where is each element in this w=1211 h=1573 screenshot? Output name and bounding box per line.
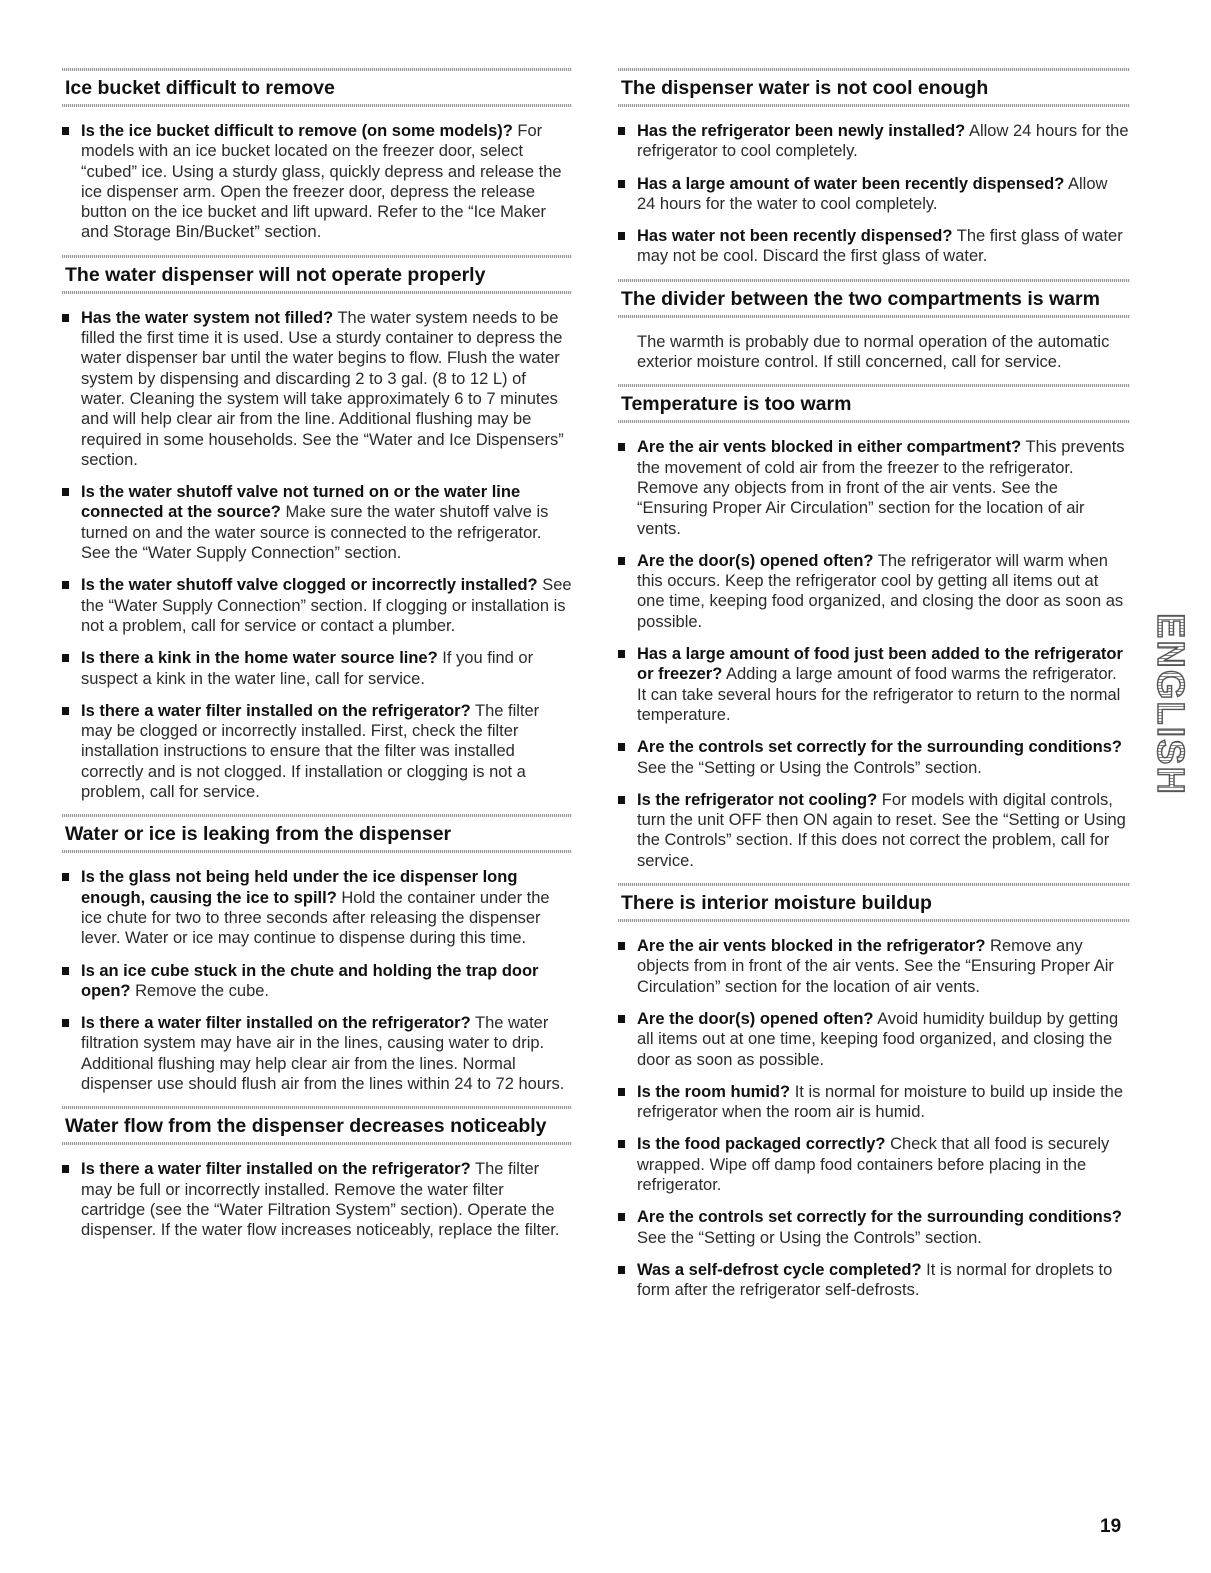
item-answer: Allow 24 hours for the refrigerator to cool completely. bbox=[637, 122, 1129, 161]
list-item bbox=[62, 575, 572, 636]
bullet-icon bbox=[62, 654, 69, 662]
section-header bbox=[62, 255, 572, 294]
list-item bbox=[618, 644, 1130, 725]
bullet-icon bbox=[618, 127, 625, 135]
item-answer: Avoid humidity buildup by getting all items out at one time, keeping food organized, and closing the door as soon as possible. bbox=[637, 1009, 1119, 1069]
item-question: Was a self-defrost cycle completed? bbox=[637, 1260, 922, 1279]
item-question: Is the room humid? bbox=[637, 1082, 791, 1101]
section-divider-warm bbox=[618, 279, 1130, 373]
section-moisture-buildup bbox=[618, 883, 1130, 1300]
page-number: 19 bbox=[1100, 1516, 1122, 1537]
bullet-icon bbox=[62, 967, 69, 975]
language-side-tab bbox=[1148, 568, 1191, 840]
item-answer: See the “Setting or Using the Controls” section. bbox=[637, 758, 982, 777]
item-question: Is there a water filter installed on the refrigerator? bbox=[81, 1160, 471, 1179]
section-leaking bbox=[62, 814, 572, 1094]
list-item bbox=[618, 790, 1130, 871]
section-title: The water dispenser will not operate properly bbox=[65, 263, 486, 286]
item-question: Are the controls set correctly for the surrounding conditions? bbox=[637, 1208, 1122, 1227]
right-column bbox=[618, 68, 1130, 1312]
item-answer: The water filtration system may have air in the lines, causing water to drip. Additional flushing may help clear air from the lines. Normal dispenser use should flush air from the lines within 24 to 72 hours. bbox=[81, 1014, 565, 1093]
item-question: Is there a kink in the home water source line? bbox=[81, 649, 438, 668]
item-answer: See the “Water Supply Connection” section. If clogging or installation is not a problem, call for service or contact a plumber. bbox=[81, 576, 572, 635]
item-answer: This prevents the movement of cold air from the freezer to the refrigerator. Remove any objects from in front of the air vents. See the “Ensuring Proper Air Circulation” section for the location of air vents. bbox=[637, 438, 1125, 538]
bullet-icon bbox=[618, 180, 625, 188]
item-question: Is there a water filter installed on the refrigerator? bbox=[81, 701, 471, 720]
bullet-icon bbox=[62, 1019, 69, 1027]
list-item bbox=[618, 936, 1130, 997]
section-title: Water or ice is leaking from the dispenser bbox=[65, 823, 452, 846]
item-question: Has the water system not filled? bbox=[81, 308, 334, 327]
list-item bbox=[618, 1260, 1130, 1301]
list-item bbox=[62, 1159, 572, 1240]
section-title: Temperature is too warm bbox=[621, 393, 852, 416]
bullet-icon bbox=[618, 557, 625, 565]
item-answer: Allow 24 hours for the water to cool completely. bbox=[637, 174, 1108, 213]
section-paragraph: The warmth is probably due to normal operation of the automatic exterior moisture control. If still concerned, call for service. bbox=[637, 332, 1110, 372]
section-water-flow bbox=[62, 1106, 572, 1240]
section-water-dispenser bbox=[62, 255, 572, 803]
item-question: Is an ice cube stuck in the chute and holding the trap door open? bbox=[81, 961, 539, 1000]
bullet-icon bbox=[62, 707, 69, 715]
item-answer: Remove any objects from in front of the air vents. See the “Ensuring Proper Air Circulation” section for the location of air vents. bbox=[637, 937, 1114, 996]
bullet-icon bbox=[618, 1140, 625, 1148]
list-item bbox=[62, 961, 572, 1002]
section-header bbox=[62, 814, 572, 853]
section-header bbox=[618, 279, 1130, 318]
list-item bbox=[62, 308, 572, 470]
item-answer: Make sure the water shutoff valve is turned on and the water source is connected to the refrigerator. See the “Water Supply Connection” section. bbox=[81, 503, 549, 563]
section-title: There is interior moisture buildup bbox=[621, 892, 932, 915]
item-question: Is the food packaged correctly? bbox=[637, 1135, 886, 1154]
list-item bbox=[618, 437, 1130, 538]
list-item bbox=[618, 121, 1130, 162]
left-column bbox=[62, 68, 572, 1252]
section-dispenser-water-cool bbox=[618, 68, 1130, 267]
item-question: Are the air vents blocked in the refrigerator? bbox=[637, 937, 986, 956]
section-ice-bucket bbox=[62, 68, 572, 243]
bullet-icon bbox=[618, 1015, 625, 1023]
item-question: Are the door(s) opened often? bbox=[637, 551, 874, 570]
item-answer: The water system needs to be filled the first time it is used. Use a sturdy container to depress the water dispenser bar until the water begins to flow. Flush the water system by dispensing and discarding 2 to 3 gal. (8 to 12 L) of water. Cleaning the system will take approximately 6 to 7 minutes and will help clear air from the line. Additional flushing may be required in some households. See the “Water and Ice Dispensers” section. bbox=[81, 308, 564, 469]
item-question: Are the door(s) opened often? bbox=[637, 1009, 874, 1028]
side-tab-label: ENGLISH bbox=[1148, 612, 1191, 796]
item-question: Is the glass not being held under the ice dispenser long enough, causing the ice to spill? bbox=[81, 868, 518, 907]
item-answer: Adding a large amount of food warms the refrigerator. It can take several hours for the refrigerator to return to the normal temperature. bbox=[637, 665, 1121, 724]
item-question: Has a large amount of water been recently dispensed? bbox=[637, 174, 1065, 193]
bullet-icon bbox=[618, 796, 625, 804]
item-answer: The refrigerator will warm when this occurs. Keep the refrigerator cool by getting all items out at one time, keeping food organized, and closing the door as soon as possible. bbox=[637, 551, 1124, 631]
item-answer: The filter may be full or incorrectly installed. Remove the water filter cartridge (see the “Water Filtration System” section). Operate the dispenser. If the water flow increases noticeably, replace the filter. bbox=[81, 1160, 560, 1240]
list-item bbox=[62, 482, 572, 563]
item-question: Has the refrigerator been newly installed? bbox=[637, 122, 966, 140]
item-question: Is the refrigerator not cooling? bbox=[637, 790, 878, 809]
list-item bbox=[62, 648, 572, 689]
section-header bbox=[618, 883, 1130, 922]
bullet-icon bbox=[618, 443, 625, 451]
item-answer: Remove the cube. bbox=[135, 981, 270, 1000]
list-item bbox=[618, 551, 1130, 632]
list-item bbox=[618, 1009, 1130, 1070]
bullet-icon bbox=[618, 1088, 625, 1096]
list-item bbox=[618, 1134, 1130, 1195]
item-answer: For models with an ice bucket located on the freezer door, select “cubed” ice. Using a sturdy glass, quickly depress and release the ice dispenser arm. Open the freezer door, depress the release button on the ice bucket and lift upward. Refer to the “Ice Maker and Storage Bin/Bucket” section. bbox=[81, 122, 562, 242]
list-item bbox=[62, 121, 572, 243]
list-item bbox=[618, 226, 1130, 267]
bullet-icon bbox=[618, 743, 625, 751]
list-item bbox=[618, 1207, 1130, 1248]
item-question: Are the controls set correctly for the surrounding conditions? bbox=[637, 738, 1122, 757]
list-item bbox=[618, 174, 1130, 215]
item-answer: The filter may be clogged or incorrectly installed. First, check the filter installation instructions to ensure that the filter was installed correctly and is not clogged. If installation or clogging is not a problem, call for service. bbox=[81, 701, 540, 802]
item-question: Is the water shutoff valve clogged or incorrectly installed? bbox=[81, 576, 538, 595]
bullet-icon bbox=[62, 873, 69, 881]
section-header bbox=[62, 1106, 572, 1145]
item-answer: Check that all food is securely wrapped. Wipe off damp food containers before placing in the refrigerator. bbox=[637, 1135, 1110, 1194]
list-item bbox=[618, 737, 1130, 778]
section-header bbox=[618, 68, 1130, 107]
item-answer: It is normal for droplets to form after the refrigerator self-defrosts. bbox=[637, 1260, 1113, 1300]
list-item bbox=[62, 867, 572, 948]
item-answer: If you find or suspect a kink in the water line, call for service. bbox=[81, 649, 534, 688]
section-title: Ice bucket difficult to remove bbox=[65, 77, 335, 99]
item-question: Is the water shutoff valve not turned on or the water line connected at the source? bbox=[81, 483, 521, 522]
item-question: Is there a water filter installed on the refrigerator? bbox=[81, 1014, 471, 1033]
item-question: Is the ice bucket difficult to remove (on some models)? bbox=[81, 122, 513, 140]
item-answer: See the “Setting or Using the Controls” section. bbox=[637, 1228, 982, 1247]
bullet-icon bbox=[62, 581, 69, 589]
bullet-icon bbox=[62, 127, 69, 135]
bullet-icon bbox=[618, 650, 625, 658]
item-question: Are the air vents blocked in either compartment? bbox=[637, 438, 1022, 457]
item-answer: Hold the container under the ice chute for two to three seconds after releasing the dispenser lever. Water or ice may continue to dispense during this time. bbox=[81, 888, 550, 948]
section-title: The divider between the two compartments is warm bbox=[621, 287, 1100, 310]
section-header bbox=[618, 384, 1130, 423]
item-answer: It is normal for moisture to build up inside the refrigerator when the room air is humid. bbox=[637, 1082, 1124, 1122]
section-title: Water flow from the dispenser decreases noticeably bbox=[65, 1115, 547, 1138]
bullet-icon bbox=[618, 1213, 625, 1221]
item-answer: The first glass of water may not be cool. Discard the first glass of water. bbox=[637, 227, 1123, 266]
section-header bbox=[62, 68, 572, 107]
bullet-icon bbox=[62, 314, 69, 322]
item-question: Has a large amount of food just been added to the refrigerator or freezer? bbox=[637, 645, 1123, 684]
item-answer: For models with digital controls, turn the unit OFF then ON again to reset. See the “Setting or Using the Controls” section. If this does not correct the problem, call for service. bbox=[637, 790, 1126, 870]
section-temperature-warm bbox=[618, 384, 1130, 871]
section-title: The dispenser water is not cool enough bbox=[621, 77, 989, 99]
list-item bbox=[62, 701, 572, 802]
bullet-icon bbox=[618, 942, 625, 950]
list-item bbox=[618, 1082, 1130, 1123]
bullet-icon bbox=[62, 488, 69, 496]
bullet-icon bbox=[618, 1266, 625, 1274]
bullet-icon bbox=[618, 232, 625, 240]
list-item bbox=[62, 1013, 572, 1094]
item-question: Has water not been recently dispensed? bbox=[637, 227, 953, 246]
bullet-icon bbox=[62, 1165, 69, 1173]
